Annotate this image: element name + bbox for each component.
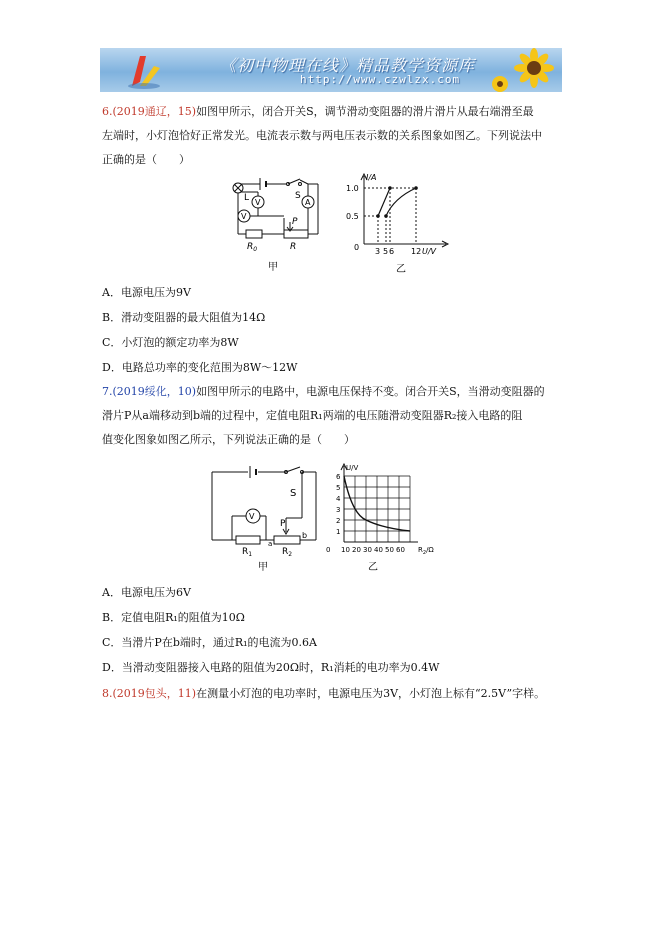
banner-url: http://www.czwlzx.com [300,73,461,86]
ytick-0: 0 [354,243,360,252]
xtick-3: 3 [375,247,381,256]
xtick-20: 20 [352,546,361,554]
question-6-line-3: 正确的是（ ） [102,153,190,166]
label-P: P [292,217,298,227]
xtick-0: 0 [326,546,331,554]
graph-ylabel-7: U/V [346,464,359,472]
question-6-circuit-figure [228,174,328,280]
xtick-10: 10 [341,546,350,554]
question-8-source: (2019包头，11) [112,687,197,700]
label-V2: V [241,212,247,221]
question-6-number: 6. [102,105,113,118]
label-L: L [244,193,250,203]
label-S: S [295,191,301,201]
xtick-6: 6 [389,247,395,256]
logo-icon [124,52,164,90]
ytick-6: 6 [336,473,341,481]
question-6-graph-figure [342,170,454,280]
question-6-option-d: D．电路总功率的变化范围为8W～12W [102,361,298,374]
question-7-text [102,380,564,452]
question-8-line-1: 在测量小灯泡的电功率时，电源电压为3V，小灯泡上标有“2.5V”字样。 [196,687,546,700]
label-b: b [302,531,308,540]
label-R1: $R_1$ [242,547,253,558]
figure-jia-caption: 甲 [268,262,278,273]
ytick-4: 4 [336,495,341,503]
question-7-circuit-figure [206,466,322,572]
question-8-number: 8. [102,687,113,700]
question-6-line-2: 左端时，小灯泡恰好正常发光。电流表示数与两电压表示数的关系图象如图乙。下列说法中 [102,129,542,142]
resistor-r0-icon [246,230,262,238]
sunflower-icon [482,48,562,92]
xtick-12: 12 [411,247,422,256]
label-S-7: S [290,488,297,499]
label-R0: $R_0$ [247,242,258,253]
question-6-source: (2019通辽，15) [112,105,197,118]
question-8-text [102,682,564,706]
label-R2: $R_2$ [282,547,293,558]
header-banner [100,48,562,92]
ytick-1-0: 1.0 [346,184,359,193]
rheostat-r2-icon [274,536,300,544]
question-7-option-d: D．当滑动变阻器接入电路的阻值为20Ω时，R₁消耗的电功率为0.4W [102,661,440,674]
ytick-2: 2 [336,517,341,525]
graph-ylabel: I/A [366,173,377,182]
label-V-7: V [249,512,255,521]
xtick-40: 40 [374,546,383,554]
question-6-option-b: B．滑动变阻器的最大阻值为14Ω [102,311,266,324]
label-A: A [305,198,311,207]
figure-yi-caption: 乙 [396,264,406,275]
graph-xlabel-7: $R_2/\Omega$ [418,546,434,556]
question-7-line-2: 滑片P从a端移动到b端的过程中，定值电阻R₁两端的电压随滑动变阻器R₂接入电路的阻 [102,409,523,422]
rheostat-r-icon [284,230,308,238]
question-7-option-c: C．当滑片P在b端时，通过R₁的电流为0.6A [102,636,317,649]
question-6-option-c: C．小灯泡的额定功率为8W [102,336,239,349]
question-7-number: 7. [102,385,113,398]
question-6-option-a: A．电源电压为9V [102,286,191,299]
graph-xlabel: U/V [422,247,437,256]
question-6-text [102,100,564,172]
xtick-50: 50 [385,546,394,554]
label-a: a [268,540,273,548]
question-6-line-1: 如图甲所示，闭合开关S，调节滑动变阻器的滑片滑片从最右端滑至最 [196,105,534,118]
figure-jia-caption-7: 甲 [258,562,268,572]
xtick-30: 30 [363,546,372,554]
ytick-0-5: 0.5 [346,212,359,221]
ytick-3: 3 [336,506,341,514]
question-7-option-b: B．定值电阻R₁的阻值为10Ω [102,611,245,624]
question-7-graph-figure [322,462,442,574]
xtick-60: 60 [396,546,405,554]
question-7-line-3: 值变化图象如图乙所示，下列说法正确的是（ ） [102,433,355,446]
ytick-5: 5 [336,484,341,492]
lamp-icon [233,183,243,193]
question-7-option-a: A．电源电压为6V [102,586,191,599]
figure-yi-caption-7: 乙 [368,562,378,573]
question-7-source: (2019绥化，10) [112,385,197,398]
resistor-r1-icon [236,536,260,544]
label-R: R [290,242,297,252]
label-P-7: P [280,519,286,529]
label-V1: V [255,198,261,207]
banner-title: 《初中物理在线》精品教学资源库 [220,56,476,75]
question-7-line-1: 如图甲所示的电路中，电源电压保持不变。闭合开关S，当滑动变阻器的 [196,385,545,398]
xtick-5: 5 [383,247,389,256]
ytick-1: 1 [336,528,341,536]
